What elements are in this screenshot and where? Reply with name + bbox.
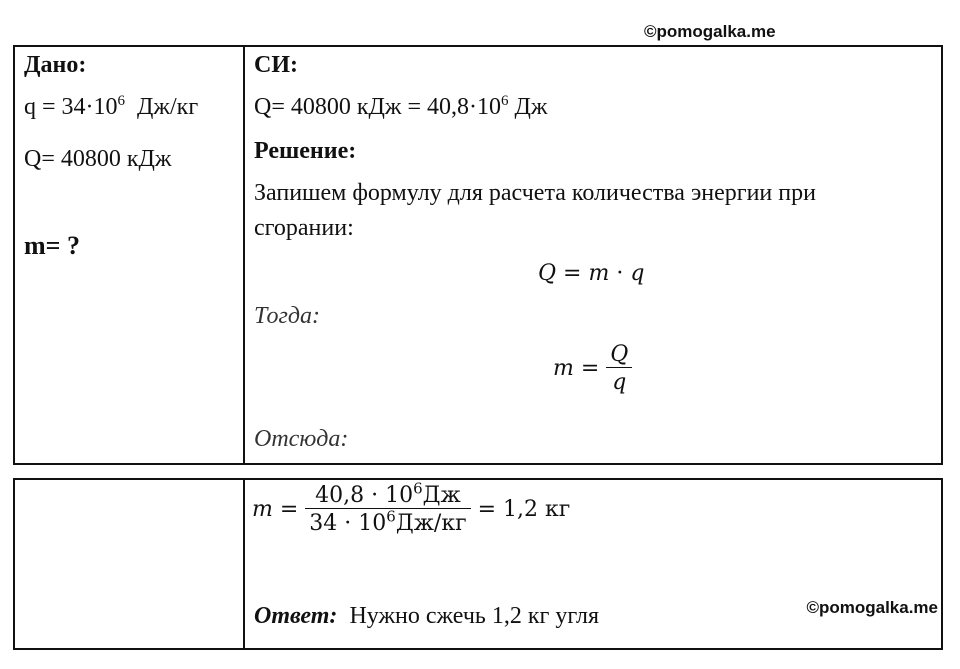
answer-text: Нужно сжечь 1,2 кг угля	[337, 603, 600, 629]
answer-line	[254, 604, 599, 628]
answer-label: Ответ:	[254, 603, 338, 629]
then-label: Тогда:	[254, 303, 320, 329]
formula-mass: m = $\frac{Q}{q}$	[553, 342, 632, 395]
formula-energy: Q = m · q	[538, 261, 645, 286]
given-q-line: $q = 34\cdot 10^6$ Дж/кг	[24, 93, 199, 120]
si-heading: СИ:	[254, 52, 298, 78]
si-line: Q= 40800 кДж = $40,8\cdot 10^6$ Дж	[254, 93, 548, 120]
given-Q-line: Q= 40800 кДж	[24, 146, 172, 172]
formula-calculation: m = $\frac{40,8 \cdot 10^6Дж}{34 \cdot 10^6Дж/кг}$ = 1,2 кг	[252, 479, 571, 536]
watermark-top: ©pomogalka.me	[644, 22, 776, 41]
given-find: m= ?	[24, 231, 80, 260]
given-heading: Дано:	[24, 52, 87, 78]
solution-intro-line1: Запишем формулу для расчета количества энергии при	[254, 180, 816, 206]
solution-intro-line2: сгорании:	[254, 215, 354, 241]
empty-left-cell	[14, 479, 244, 649]
hence-label: Отсюда:	[254, 426, 349, 452]
watermark-bottom: ©pomogalka.me	[806, 598, 938, 617]
solution-heading: Решение:	[254, 138, 357, 164]
